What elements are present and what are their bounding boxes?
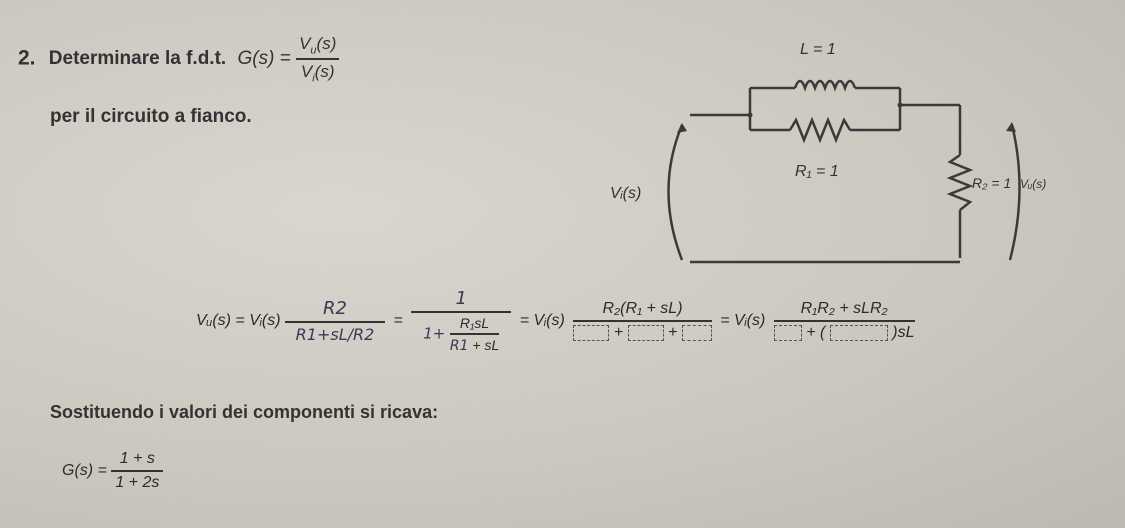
f3-num: R₂(R₁ + sL) xyxy=(573,300,712,322)
result-num: 1 + s xyxy=(111,450,163,472)
vin-arrow xyxy=(677,123,687,133)
blank-box-2 xyxy=(628,325,664,341)
r1-symbol xyxy=(790,120,850,140)
fraction-2 xyxy=(411,288,511,354)
f1-den: R1+sL/R2 xyxy=(295,325,375,344)
tf-numerator: $V_u(s)$ xyxy=(296,34,339,60)
result-den: 1 + 2s xyxy=(115,474,160,491)
fraction-3 xyxy=(573,300,712,342)
result-formula xyxy=(62,450,163,492)
f4-den: + ( )sL xyxy=(774,322,915,342)
problem-line2: per il circuito a fianco. xyxy=(50,106,252,127)
inductor-symbol xyxy=(795,81,855,88)
blank-box-3 xyxy=(682,325,712,341)
tf-fraction xyxy=(296,34,339,85)
result-lhs: G(s) = xyxy=(62,462,107,480)
vout-arrow xyxy=(1006,122,1016,132)
tf-lhs: G(s) = xyxy=(237,48,291,70)
vin-label: Vᵢ(s) xyxy=(610,185,642,202)
f2-inner-num: R₁sL xyxy=(450,315,499,335)
r2-symbol xyxy=(950,155,970,210)
f3-den: + + xyxy=(573,322,712,342)
problem-number: 2. xyxy=(18,46,36,70)
problem-statement xyxy=(18,34,339,85)
fraction-4 xyxy=(774,300,915,342)
inductor-label: L = 1 xyxy=(800,41,836,58)
f1-num: R2 xyxy=(285,298,385,323)
eq-1: = xyxy=(393,312,403,330)
vin-bracket xyxy=(669,125,683,260)
f4-num: R₁R₂ + sLR₂ xyxy=(774,300,915,322)
eq-2: = Vᵢ(s) xyxy=(519,312,565,330)
derivation xyxy=(196,288,915,354)
f2-inner-den: R1 + sL xyxy=(449,337,500,354)
tf-denominator: $V_i(s)$ xyxy=(300,62,335,85)
vout-bracket xyxy=(1010,125,1020,260)
vout-label: Vᵤ(s) xyxy=(1020,177,1047,191)
derivation-lhs: Vᵤ(s) = Vᵢ(s) xyxy=(196,312,281,330)
blank-box-4 xyxy=(774,325,802,341)
eq-3: = Vᵢ(s) xyxy=(720,312,766,330)
f2-den: 1+ $\frac{\text{R₁sL}}{R1 + sL}$ xyxy=(423,315,500,354)
f2-num: 1 xyxy=(411,288,511,313)
r1-label: R₁ = 1 xyxy=(795,163,839,180)
blank-box-1 xyxy=(573,325,609,341)
problem-intro: Determinare la f.d.t. xyxy=(48,48,227,70)
node-right xyxy=(898,103,903,108)
result-fraction xyxy=(111,450,163,492)
circuit-diagram xyxy=(600,30,1100,280)
r2-label: R₂ = 1 xyxy=(972,175,1012,191)
fraction-1 xyxy=(285,298,385,344)
node-left xyxy=(748,113,753,118)
result-text: Sostituendo i valori dei componenti si ricava: xyxy=(50,402,439,422)
blank-box-5 xyxy=(830,325,888,341)
